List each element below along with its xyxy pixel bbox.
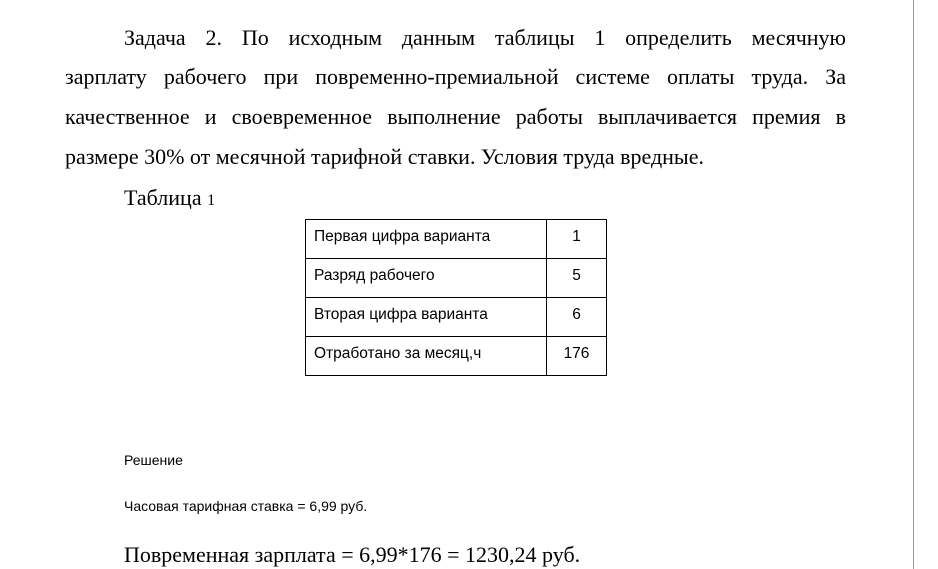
table-row [306,337,607,376]
variant-table [305,219,607,376]
task-line-1: Задача 2. По исходным данным таблицы 1 определить месячную [124,25,846,50]
solution-heading: Решение [124,452,183,468]
table-cell-label: Отработано за месяц,ч [306,337,547,376]
table-cell-value: 1 [547,220,607,259]
task-line-4: размере 30% от месячной тарифной ставки. Условия труда вредные. [65,144,704,169]
time-wage-line: Повременная зарплата = 6,99*176 = 1230,24 руб. [124,542,581,567]
task-line-2: зарплату рабочего при повременно-премиальной системе оплаты труда. За [65,64,846,89]
table-caption [124,185,215,214]
table-cell-value: 5 [547,259,607,298]
task-line-3: качественное и своевременное выполнение работы выплачивается премия в [65,104,846,129]
table-row [306,220,607,259]
page-edge-line [913,0,914,569]
hourly-rate-line: Часовая тарифная ставка = 6,99 руб. [124,498,368,514]
table-row [306,298,607,337]
table-cell-label: Первая цифра варианта [306,220,547,259]
table-cell-value: 6 [547,298,607,337]
table-row [306,259,607,298]
table-caption-word: Таблица [124,185,202,210]
table-cell-value: 176 [547,337,607,376]
table-cell-label: Разряд рабочего [306,259,547,298]
table-caption-number: 1 [207,192,216,209]
table-cell-label: Вторая цифра варианта [306,298,547,337]
